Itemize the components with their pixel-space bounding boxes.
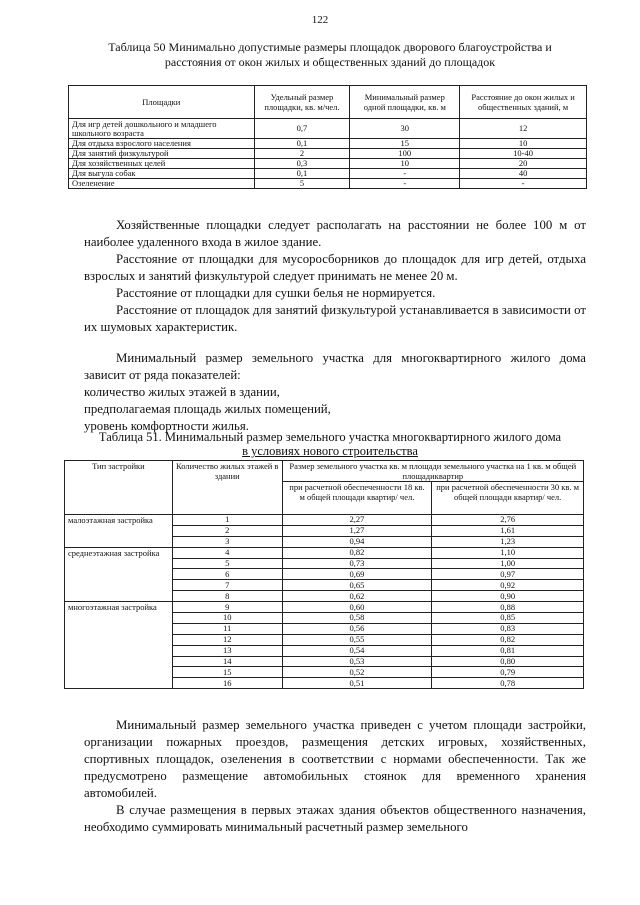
- table-header-row: [65, 461, 584, 482]
- table-cell: 100: [350, 149, 460, 159]
- table-cell: 20: [460, 159, 587, 169]
- building-type-continued: [65, 536, 173, 547]
- floors-cell: 10: [172, 613, 282, 624]
- building-type: многоэтажная застройка: [65, 602, 173, 613]
- table-cell: 10-40: [460, 149, 587, 159]
- area-cell: 0,78: [432, 678, 584, 689]
- table-row: [65, 558, 584, 569]
- table-cell: 0,3: [254, 159, 350, 169]
- area-cell: 0,92: [432, 580, 584, 591]
- area-cell: 0,81: [432, 645, 584, 656]
- area-cell: 0,62: [282, 591, 432, 602]
- table50-body: [69, 119, 587, 189]
- area-cell: 0,55: [282, 634, 432, 645]
- floors-cell: 11: [172, 623, 282, 634]
- table-cell: 2: [254, 149, 350, 159]
- building-type-continued: [65, 656, 173, 667]
- area-cell: 0,82: [282, 547, 432, 558]
- area-cell: 0,69: [282, 569, 432, 580]
- table-row: [65, 623, 584, 634]
- table-cell: -: [460, 179, 587, 189]
- area-cell: 0,65: [282, 580, 432, 591]
- building-type-continued: [65, 525, 173, 536]
- floors-cell: 14: [172, 656, 282, 667]
- table-row: [65, 515, 584, 526]
- paragraph: Расстояние от площадок для занятий физкультурой устанавливается в зависимости от их шумовых характеристик.: [84, 303, 586, 334]
- area-cell: 1,27: [282, 525, 432, 536]
- building-type-continued: [65, 613, 173, 624]
- floors-cell: 1: [172, 515, 282, 526]
- area-cell: 0,73: [282, 558, 432, 569]
- area-cell: 0,53: [282, 656, 432, 667]
- table51-caption-line2: в условиях нового строительства: [242, 444, 418, 458]
- table-row: [65, 656, 584, 667]
- area-cell: 0,97: [432, 569, 584, 580]
- area-cell: 2,76: [432, 515, 584, 526]
- floors-cell: 13: [172, 645, 282, 656]
- table-row: [65, 536, 584, 547]
- building-type-continued: [65, 634, 173, 645]
- table-row: [69, 169, 587, 179]
- building-type-continued: [65, 645, 173, 656]
- paragraph: Хозяйственные площадки следует располагать на расстоянии не более 100 м от наиболее удаленного входа в жилое здание.: [84, 218, 586, 249]
- area-cell: 0,85: [432, 613, 584, 624]
- list-item: уровень комфортности жилья.: [84, 419, 249, 433]
- table-row: [65, 667, 584, 678]
- area-cell: 0,54: [282, 645, 432, 656]
- table-row: [65, 569, 584, 580]
- table-cell: 0,1: [254, 139, 350, 149]
- building-type-continued: [65, 558, 173, 569]
- floors-cell: 2: [172, 525, 282, 536]
- table-header: Расстояние до окон жилых и общественных зданий, м: [460, 86, 587, 119]
- table-cell: 40: [460, 169, 587, 179]
- area-cell: 1,00: [432, 558, 584, 569]
- table-header: Количество жилых этажей в здании: [172, 461, 282, 515]
- table-header-row: [69, 86, 587, 119]
- floors-cell: 4: [172, 547, 282, 558]
- paragraph: Расстояние от площадки для мусоросборников до площадок для игр детей, отдыха взрослых и занятий физкультурой следует принимать не менее 20 м.: [84, 252, 586, 283]
- area-cell: 0,83: [432, 623, 584, 634]
- table-cell: 15: [350, 139, 460, 149]
- list-item: предполагаемая площадь жилых помещений,: [84, 402, 331, 416]
- row-label: Для занятий физкультурой: [69, 149, 255, 159]
- page-number: 122: [311, 14, 329, 26]
- area-cell: 0,58: [282, 613, 432, 624]
- floors-cell: 5: [172, 558, 282, 569]
- table-cell: -: [350, 169, 460, 179]
- table-header: Тип застройки: [65, 461, 173, 515]
- table-row: [65, 547, 584, 558]
- table-row: [65, 634, 584, 645]
- floors-cell: 15: [172, 667, 282, 678]
- table50-caption-line1: Таблица 50 Минимально допустимые размеры площадок дворового благоустройства и: [108, 40, 552, 54]
- area-cell: 1,10: [432, 547, 584, 558]
- building-type-continued: [65, 678, 173, 689]
- table-51: [64, 460, 584, 689]
- table-header: Площадки: [69, 86, 255, 119]
- table-row: [69, 149, 587, 159]
- area-cell: 0,60: [282, 602, 432, 613]
- table-cell: 0,7: [254, 119, 350, 139]
- table-row: [65, 678, 584, 689]
- table-row: [65, 602, 584, 613]
- area-cell: 0,52: [282, 667, 432, 678]
- table-row: [69, 119, 587, 139]
- table-cell: 12: [460, 119, 587, 139]
- building-type-continued: [65, 580, 173, 591]
- table-50: [68, 85, 587, 189]
- floors-cell: 12: [172, 634, 282, 645]
- building-type-continued: [65, 623, 173, 634]
- table51-caption-line1: Таблица 51. Минимальный размер земельного участка многоквартирного жилого дома: [98, 430, 562, 444]
- area-cell: 0,90: [432, 591, 584, 602]
- table-cell: 5: [254, 179, 350, 189]
- row-label: Для выгула собак: [69, 169, 255, 179]
- area-cell: 1,61: [432, 525, 584, 536]
- area-cell: 0,79: [432, 667, 584, 678]
- paragraph: Минимальный размер земельного участка приведен с учетом площади застройки, организации пожарных проездов, размещения детских игровых, хозяйственных, спортивных площадок, озеленения в соответствии с нормами обеспеченности. Так же предусмотрено размещение автомобильных стоянок для временного хранения автомобилей.: [84, 718, 586, 800]
- table-cell: 10: [460, 139, 587, 149]
- table-cell: 30: [350, 119, 460, 139]
- table50-caption: [60, 40, 600, 70]
- table-header: Минимальный размер одной площадки, кв. м: [350, 86, 460, 119]
- table-header: при расчетной обеспеченности 18 кв. м общей площади квартир/ чел.: [282, 482, 432, 515]
- paragraph: В случае размещения в первых этажах здания объектов общественного назначения, необходимо суммировать минимальный расчетный размер земельного: [84, 803, 586, 834]
- row-label: Для отдыха взрослого населения: [69, 139, 255, 149]
- table51-body: [65, 515, 584, 689]
- area-cell: 2,27: [282, 515, 432, 526]
- floors-cell: 3: [172, 536, 282, 547]
- area-cell: 0,94: [282, 536, 432, 547]
- paragraph: Минимальный размер земельного участка для многоквартирного жилого дома зависит от ряда показателей:: [84, 351, 586, 382]
- row-label: Озеленение: [69, 179, 255, 189]
- building-type-continued: [65, 591, 173, 602]
- floors-cell: 16: [172, 678, 282, 689]
- table50-caption-line2: расстояния от окон жилых и общественных зданий до площадок: [164, 55, 496, 69]
- floors-cell: 7: [172, 580, 282, 591]
- table-row: [69, 139, 587, 149]
- table-row: [65, 591, 584, 602]
- table51-caption: [60, 430, 600, 458]
- floors-cell: 6: [172, 569, 282, 580]
- building-type-continued: [65, 569, 173, 580]
- table-row: [65, 613, 584, 624]
- row-label: Для хозяйственных целей: [69, 159, 255, 169]
- table-row: [65, 645, 584, 656]
- area-cell: 0,88: [432, 602, 584, 613]
- table-row: [69, 179, 587, 189]
- building-type: малоэтажная застройка: [65, 515, 173, 526]
- table-header: Удельный размер площадки, кв. м/чел.: [254, 86, 350, 119]
- table-row: [65, 580, 584, 591]
- table-header: при расчетной обеспеченности 30 кв. м общей площади квартир/ чел.: [432, 482, 584, 515]
- area-cell: 0,51: [282, 678, 432, 689]
- floors-cell: 9: [172, 602, 282, 613]
- table-cell: -: [350, 179, 460, 189]
- table-cell: 0,1: [254, 169, 350, 179]
- row-label: Для игр детей дошкольного и младшего школьного возраста: [69, 119, 255, 139]
- paragraph: Расстояние от площадки для сушки белья не нормируется.: [116, 286, 436, 300]
- table-row: [65, 525, 584, 536]
- table-header: Размер земельного участка кв. м площади земельного участка на 1 кв. м общей площадиквартир: [282, 461, 583, 482]
- list-item: количество жилых этажей в здании,: [84, 385, 280, 399]
- area-cell: 0,82: [432, 634, 584, 645]
- area-cell: 0,80: [432, 656, 584, 667]
- table-cell: 10: [350, 159, 460, 169]
- building-type: среднеэтажная застройка: [65, 547, 173, 558]
- area-cell: 0,56: [282, 623, 432, 634]
- table-row: [69, 159, 587, 169]
- area-cell: 1,23: [432, 536, 584, 547]
- building-type-continued: [65, 667, 173, 678]
- floors-cell: 8: [172, 591, 282, 602]
